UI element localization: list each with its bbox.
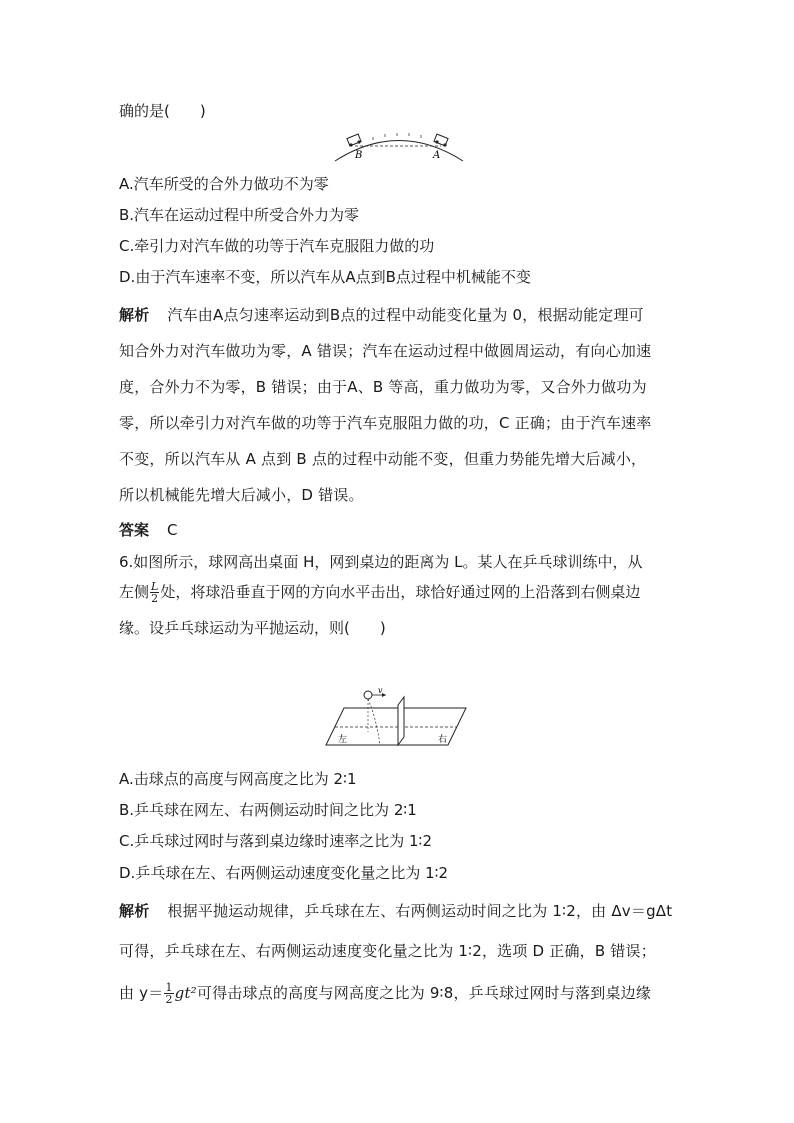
car-a-icon xyxy=(434,134,448,147)
q6-stem-line-1: 6.如图所示，球网高出桌面 H，网到桌边的距离为 L。某人在乒乓球训练中，从 xyxy=(119,553,643,571)
q6-analysis-text-1: 根据平抛运动规律，乒乓球在左、右两侧运动时间之比为 1∶2，由 Δv＝gΔt xyxy=(167,902,673,920)
q5-answer xyxy=(119,520,178,540)
q5-option-b: B.汽车在运动过程中所受合外力为零 xyxy=(119,206,360,224)
fraction-one-half: $\frac{1}{2}$ xyxy=(165,981,173,1006)
q6-stem-line-3: 缘。设乒乓球运动为平抛运动，则( ) xyxy=(119,619,386,637)
q6-analysis-prefix-3: 由 y＝ xyxy=(119,984,164,1002)
q6-table-figure xyxy=(324,687,468,751)
q5-answer-label: 答案 xyxy=(119,521,150,539)
q5-answer-value: C xyxy=(167,521,178,539)
q5-stem-tail: 确的是( ) xyxy=(119,102,206,120)
q5-option-a: A.汽车所受的合外力做功不为零 xyxy=(119,175,329,193)
q6-option-d: D.乒乓球在左、右两侧运动速度变化量之比为 1∶2 xyxy=(119,864,449,882)
q6-analysis-label: 解析 xyxy=(119,902,150,920)
label-a: A xyxy=(433,150,441,161)
q6-stem-line-2 xyxy=(119,581,640,604)
q5-analysis-line-2: 知合外力对汽车做功为零，A 错误；汽车在运动过程中做圆周运动，有向心加速 xyxy=(119,342,652,360)
q6-analysis-line-3 xyxy=(119,982,651,1005)
q5-analysis-line-4: 零，所以牵引力对汽车做的功等于汽车克服阻力做的功，C 正确；由于汽车速率 xyxy=(119,414,652,432)
label-left: 左 xyxy=(338,735,348,745)
q6-stem-text-2: 处，将球沿垂直于网的方向水平击出，球恰好通过网的上沿落到右侧桌边 xyxy=(160,583,641,601)
label-right: 右 xyxy=(438,735,448,745)
q6-option-b: B.乒乓球在网左、右两侧运动时间之比为 2∶1 xyxy=(119,801,417,819)
formula-gt2: gt² xyxy=(174,984,197,1002)
fraction-l-over-2: $\frac{L}{2}$ xyxy=(151,580,159,605)
q6-option-c: C.乒乓球过网时与落到桌边缘时速率之比为 1∶2 xyxy=(119,832,433,850)
q6-analysis-text-3: 可得击球点的高度与网高度之比为 9∶8，乒乓球过网时与落到桌边缘 xyxy=(196,984,652,1002)
q5-analysis-line-5: 不变，所以汽车从 A 点到 B 点的过程中动能不变，但重力势能先增大后减小， xyxy=(119,450,647,468)
q5-analysis-line-1 xyxy=(119,305,644,325)
car-b-icon xyxy=(347,134,361,147)
q6-analysis-line-1 xyxy=(119,901,672,921)
ping-pong-ball-icon xyxy=(364,691,372,699)
q5-analysis-line-6: 所以机械能先增大后减小，D 错误。 xyxy=(119,486,364,504)
label-v: v xyxy=(378,687,383,695)
q5-option-c: C.牵引力对汽车做的功等于汽车克服阻力做的功 xyxy=(119,237,435,255)
q5-analysis-label: 解析 xyxy=(119,306,150,324)
q5-option-d: D.由于汽车速率不变，所以汽车从A点到B点过程中机械能不变 xyxy=(119,268,531,286)
q5-bridge-figure xyxy=(333,130,465,164)
q6-stem-prefix: 左侧 xyxy=(119,583,150,601)
q6-analysis-line-2: 可得，乒乓球在左、右两侧运动速度变化量之比为 1∶2，选项 D 正确，B 错误； xyxy=(119,942,656,960)
q5-analysis-text-1: 汽车由A点匀速率运动到B点的过程中动能变化量为 0，根据动能定理可 xyxy=(167,306,644,324)
q5-analysis-line-3: 度，合外力不为零，B 错误；由于A、B 等高，重力做功为零，又合外力做功为 xyxy=(119,378,647,396)
label-b: B xyxy=(355,150,363,161)
q6-option-a: A.击球点的高度与网高度之比为 2∶1 xyxy=(119,770,357,788)
